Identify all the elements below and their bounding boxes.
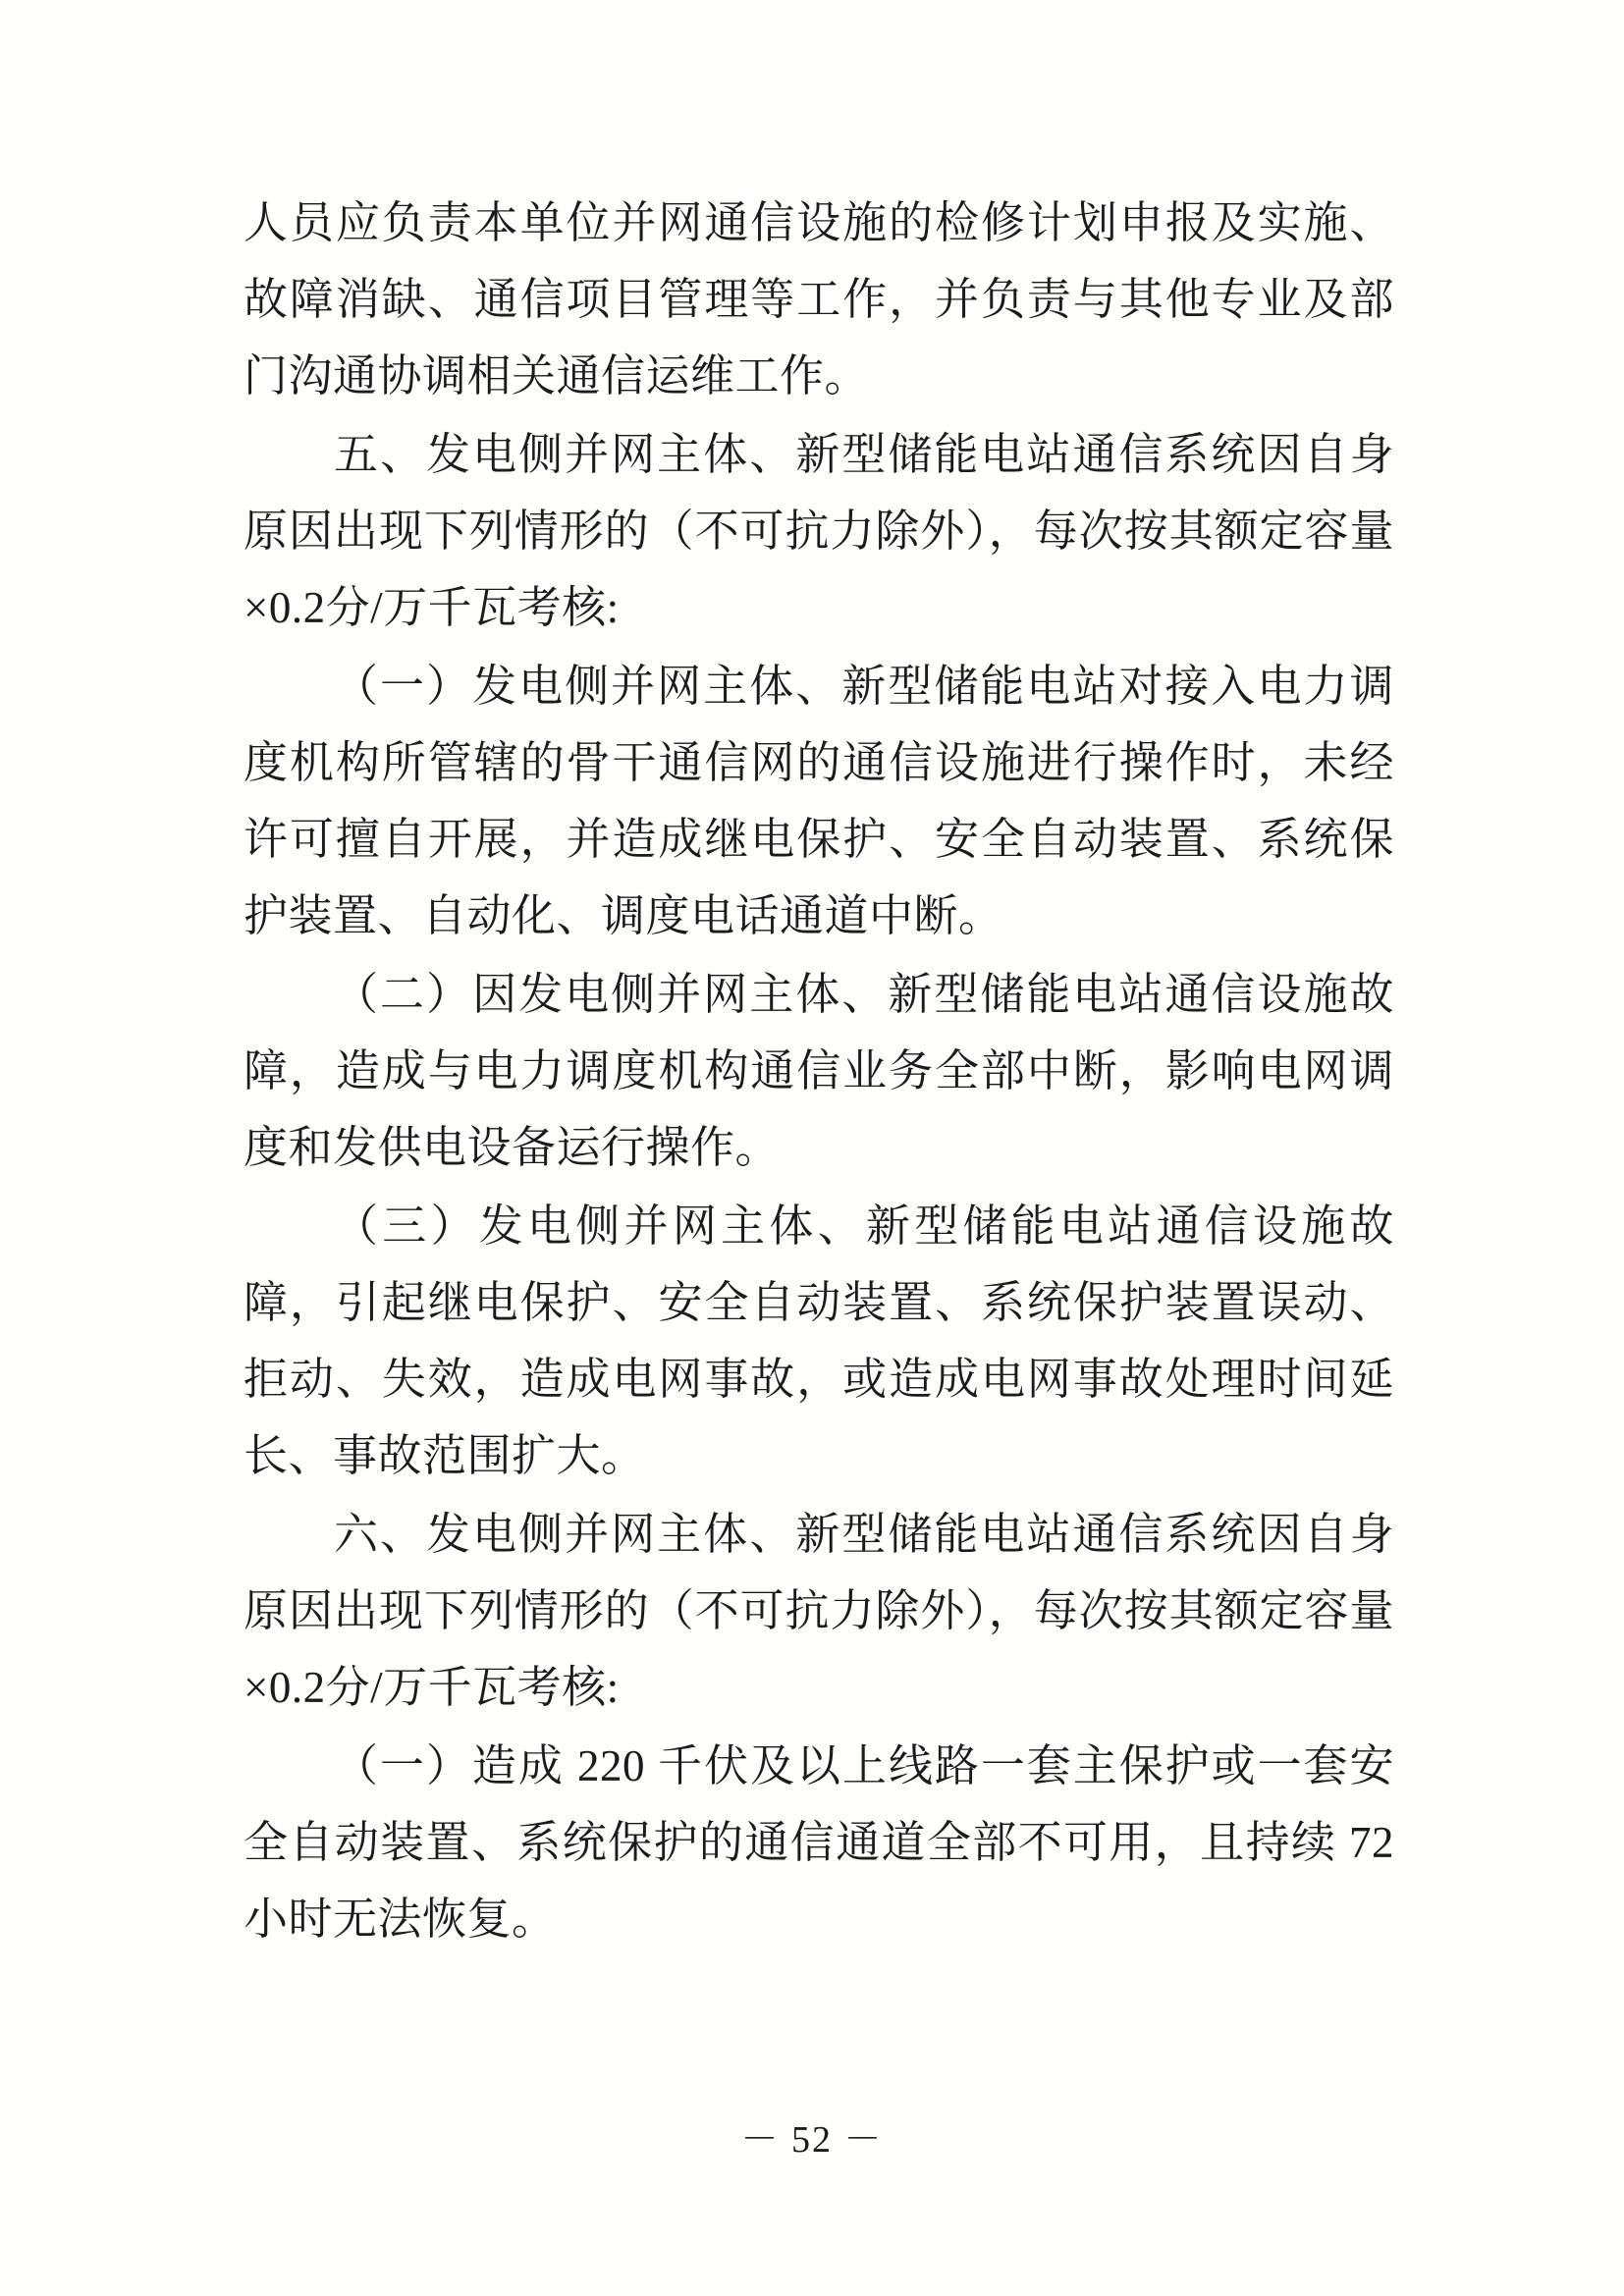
paragraph-item-six: 六、发电侧并网主体、新型储能电站通信系统因自身原因出现下列情形的（不可抗力除外），每次按其额定容量×0.2分/万千瓦考核: (244, 1510, 1394, 1712)
page-body (244, 185, 1394, 1959)
page-number: － 52 － (740, 2119, 884, 2161)
paragraph-continuation: 人员应负责本单位并网通信设施的检修计划申报及实施、故障消缺、通信项目管理等工作，并负责与其他专业及部门沟通协调相关通信运维工作。 (244, 198, 1394, 400)
paragraph-five-sub-three: （三）发电侧并网主体、新型储能电站通信设施故障，引起继电保护、安全自动装置、系统保护装置误动、拒动、失效，造成电网事故，或造成电网事故处理时间延长、事故范围扩大。 (244, 1201, 1394, 1480)
paragraph-five-sub-two: （二）因发电侧并网主体、新型储能电站通信设施故障，造成与电力调度机构通信业务全部中断，影响电网调度和发供电设备运行操作。 (244, 970, 1394, 1172)
paragraph-six-sub-one: （一）造成 220 千伏及以上线路一套主保护或一套安全自动装置、系统保护的通信通道全部不可用，且持续 72 小时无法恢复。 (244, 1741, 1394, 1944)
paragraph-five-sub-one: （一）发电侧并网主体、新型储能电站对接入电力调度机构所管辖的骨干通信网的通信设施进行操作时，未经许可擅自开展，并造成继电保护、安全自动装置、系统保护装置、自动化、调度电话通道中断。 (244, 662, 1394, 940)
paragraph-item-five: 五、发电侧并网主体、新型储能电站通信系统因自身原因出现下列情形的（不可抗力除外），每次按其额定容量×0.2分/万千瓦考核: (244, 430, 1394, 632)
